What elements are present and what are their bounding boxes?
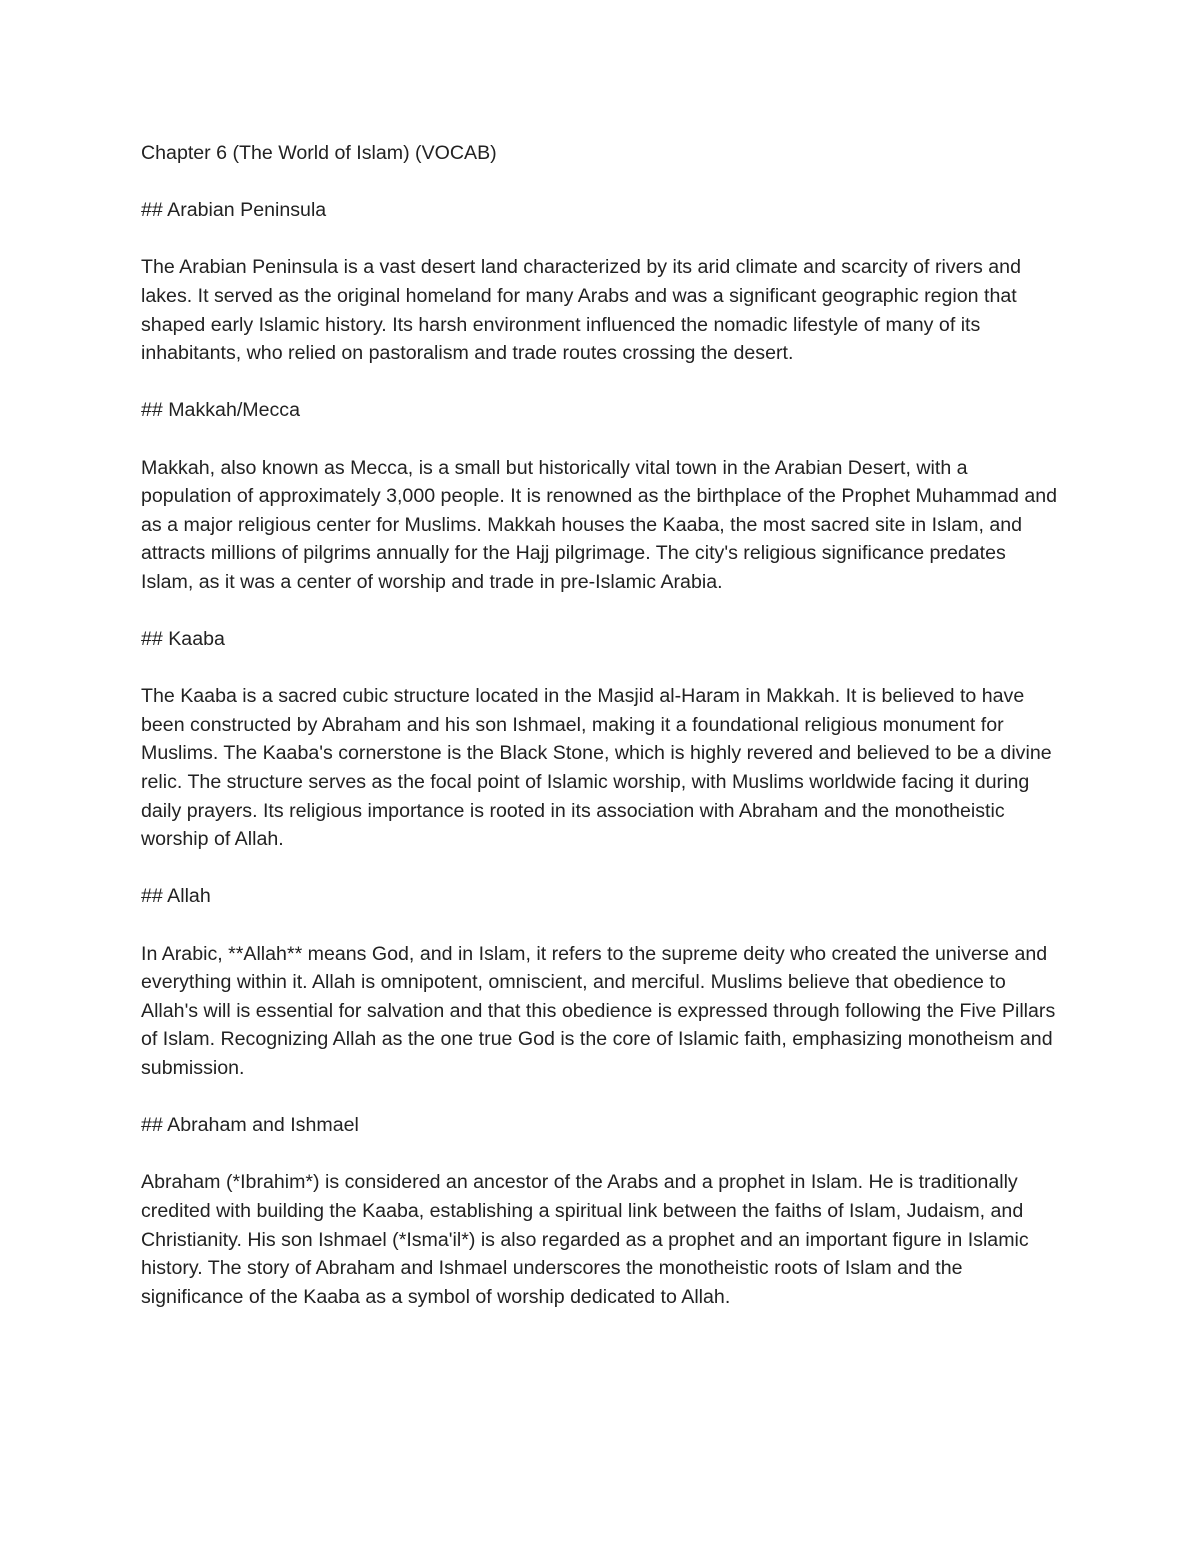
document-title: Chapter 6 (The World of Islam) (VOCAB) bbox=[141, 142, 497, 164]
document-body bbox=[141, 139, 1061, 1311]
section-body-kaaba: The Kaaba is a sacred cubic structure located in the Masjid al-Haram in Makkah. It is believed to have been constructed by Abraham and his son Ishmael, making it a foundational religious monument for Muslims. The Kaaba's cornerstone is the Black Stone, which is highly revered and believed to be a divine relic. The structure serves as the focal point of Islamic worship, with Muslims worldwide facing it during daily prayers. Its religious importance is rooted in its association with Abraham and the monotheistic worship of Allah. bbox=[141, 685, 1052, 851]
section-body-abraham-ishmael: Abraham (*Ibrahim*) is considered an ancestor of the Arabs and a prophet in Islam. He is traditionally credited with building the Kaaba, establishing a spiritual link between the faiths of Islam, Judaism, and Christianity. His son Ishmael (*Isma'il*) is also regarded as a prophet and an important figure in Islamic history. The story of Abraham and Ishmael underscores the monotheistic roots of Islam and the significance of the Kaaba as a symbol of worship dedicated to Allah. bbox=[141, 1171, 1029, 1308]
section-heading-makkah: ## Makkah/Mecca bbox=[141, 399, 300, 422]
section-heading-abraham-ishmael: ## Abraham and Ishmael bbox=[141, 1114, 359, 1137]
section-heading-allah: ## Allah bbox=[141, 885, 211, 908]
section-heading-arabian-peninsula: ## Arabian Peninsula bbox=[141, 199, 327, 222]
section-heading-kaaba: ## Kaaba bbox=[141, 628, 225, 651]
section-body-arabian-peninsula: The Arabian Peninsula is a vast desert land characterized by its arid climate and scarcity of rivers and lakes. It served as the original homeland for many Arabs and was a significant geographic region that shaped early Islamic history. Its harsh environment influenced the nomadic lifestyle of many of its inhabitants, who relied on pastoralism and trade routes crossing the desert. bbox=[141, 256, 1021, 365]
section-body-makkah: Makkah, also known as Mecca, is a small but historically vital town in the Arabian Desert, with a population of approximately 3,000 people. It is renowned as the birthplace of the Prophet Muhammad and as a major religious center for Muslims. Makkah houses the Kaaba, the most sacred site in Islam, and attracts millions of pilgrims annually for the Hajj pilgrimage. The city's religious significance predates Islam, as it was a center of worship and trade in pre-Islamic Arabia. bbox=[141, 456, 1058, 593]
section-body-allah: In Arabic, **Allah** means God, and in Islam, it refers to the supreme deity who created the universe and everything within it. Allah is omnipotent, omniscient, and merciful. Muslims believe that obedience to Allah's will is essential for salvation and that this obedience is expressed through following the Five Pillars of Islam. Recognizing Allah as the one true God is the core of Islamic faith, emphasizing monotheism and submission. bbox=[141, 942, 1056, 1079]
